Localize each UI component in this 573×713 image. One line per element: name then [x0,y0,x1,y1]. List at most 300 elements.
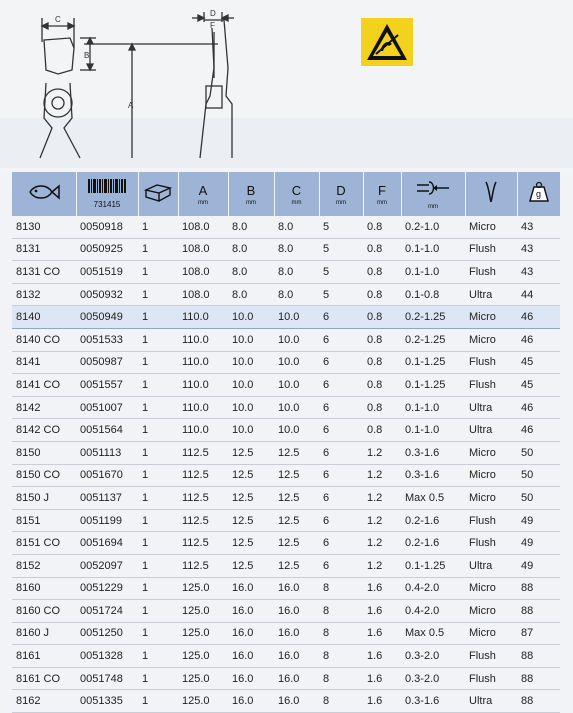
cell-f: 1.2 [363,487,401,510]
cell-pack: 1 [138,351,178,374]
cell-type: Flush [465,374,517,397]
cell-pack: 1 [138,306,178,329]
cell-a: 108.0 [178,238,228,261]
table-row [12,645,560,668]
cell-range: 0.2-1.6 [401,532,465,555]
cell-c: 16.0 [274,600,319,623]
cell-product: 8152 [12,554,76,577]
cell-range: 0.3-1.6 [401,441,465,464]
cell-pack: 1 [138,509,178,532]
header-d-label: D [336,182,346,198]
cell-d: 6 [319,351,363,374]
cell-weight: 50 [517,464,560,487]
cell-a: 110.0 [178,328,228,351]
cell-type: Flush [465,509,517,532]
cell-barcode: 0051199 [76,509,138,532]
cell-c: 12.5 [274,554,319,577]
cell-range: 0.1-1.25 [401,374,465,397]
header-c [274,172,319,216]
cell-b: 16.0 [228,600,274,623]
cell-barcode: 0051670 [76,464,138,487]
cell-b: 12.5 [228,509,274,532]
cell-range: 0.2-1.25 [401,328,465,351]
blade-icon [483,180,499,204]
cell-product: 8160 CO [12,600,76,623]
cell-b: 10.0 [228,306,274,329]
cell-c: 12.5 [274,487,319,510]
header-c-label: C [291,182,302,198]
barcode-number: 731415 [93,200,121,209]
cell-weight: 88 [517,667,560,690]
cell-pack: 1 [138,283,178,306]
weight-icon [528,181,550,203]
cell-d: 6 [319,441,363,464]
cell-pack: 1 [138,419,178,442]
table-row [12,487,560,510]
cell-a: 110.0 [178,396,228,419]
cell-barcode: 0051007 [76,396,138,419]
cell-c: 10.0 [274,419,319,442]
cell-product: 8151 [12,509,76,532]
cell-f: 0.8 [363,328,401,351]
cell-d: 6 [319,509,363,532]
cell-weight: 43 [517,238,560,261]
wire-cut-icon [415,179,451,197]
cell-f: 0.8 [363,261,401,284]
table-row [12,690,560,713]
cell-barcode: 0052097 [76,554,138,577]
cell-c: 16.0 [274,622,319,645]
cell-type: Micro [465,306,517,329]
cell-range: 0.3-2.0 [401,667,465,690]
cell-f: 1.6 [363,690,401,713]
table-row [12,306,560,329]
cell-b: 8.0 [228,238,274,261]
cell-f: 0.8 [363,374,401,397]
cell-range: 0.1-0.8 [401,283,465,306]
cell-c: 8.0 [274,261,319,284]
cell-range: 0.1-1.0 [401,419,465,442]
cell-pack: 1 [138,328,178,351]
cell-range: 0.4-2.0 [401,600,465,623]
dim-label-f: F [210,21,215,30]
cell-b: 16.0 [228,577,274,600]
dim-label-b: B [84,51,90,60]
cell-type: Micro [465,464,517,487]
cell-f: 1.6 [363,622,401,645]
cell-product: 8140 [12,306,76,329]
header-barcode [76,172,138,216]
header-type [465,172,517,216]
cell-weight: 46 [517,419,560,442]
cell-barcode: 0051748 [76,667,138,690]
header-f [363,172,401,216]
cell-product: 8132 [12,283,76,306]
cell-d: 8 [319,645,363,668]
table-row [12,396,560,419]
table-row [12,419,560,442]
cell-product: 8140 CO [12,328,76,351]
cell-type: Micro [465,216,517,238]
cell-product: 8151 CO [12,532,76,555]
cell-d: 6 [319,306,363,329]
cell-product: 8161 [12,645,76,668]
cell-b: 8.0 [228,261,274,284]
table-row [12,622,560,645]
table-row [12,351,560,374]
cell-range: 0.1-1.0 [401,238,465,261]
cell-type: Ultra [465,396,517,419]
cell-d: 6 [319,464,363,487]
esd-warning-icon [361,18,413,66]
cell-a: 125.0 [178,667,228,690]
cell-b: 12.5 [228,464,274,487]
cell-product: 8161 CO [12,667,76,690]
cell-type: Flush [465,351,517,374]
table-body [12,216,560,713]
cell-a: 110.0 [178,351,228,374]
cell-type: Flush [465,261,517,284]
header-b [228,172,274,216]
cell-product: 8160 [12,577,76,600]
cell-d: 5 [319,238,363,261]
cell-c: 16.0 [274,690,319,713]
table-header-row [12,172,560,216]
cell-a: 125.0 [178,645,228,668]
table-row [12,600,560,623]
weight-unit: g [535,188,541,199]
cell-barcode: 0051328 [76,645,138,668]
cell-f: 1.6 [363,667,401,690]
cell-c: 10.0 [274,306,319,329]
cell-barcode: 0051519 [76,261,138,284]
cell-f: 0.8 [363,396,401,419]
cell-pack: 1 [138,216,178,238]
cell-f: 1.2 [363,441,401,464]
cell-pack: 1 [138,577,178,600]
cell-type: Micro [465,441,517,464]
cell-a: 112.5 [178,464,228,487]
cell-f: 0.8 [363,238,401,261]
cell-d: 8 [319,690,363,713]
cell-d: 6 [319,487,363,510]
cell-weight: 87 [517,622,560,645]
cell-weight: 45 [517,351,560,374]
cell-type: Micro [465,622,517,645]
cell-d: 8 [319,577,363,600]
header-f-label: F [378,182,386,198]
table-row [12,328,560,351]
cell-d: 6 [319,532,363,555]
cell-product: 8150 CO [12,464,76,487]
cell-b: 12.5 [228,554,274,577]
cell-f: 0.8 [363,283,401,306]
cell-weight: 46 [517,328,560,351]
header-range [401,172,465,216]
cell-range: 0.2-1.0 [401,216,465,238]
cell-barcode: 0051250 [76,622,138,645]
header-a [178,172,228,216]
dim-label-a: A [128,101,134,110]
cell-range: 0.3-1.6 [401,464,465,487]
cell-pack: 1 [138,464,178,487]
cell-type: Ultra [465,419,517,442]
cell-d: 6 [319,396,363,419]
table-row [12,532,560,555]
cell-b: 10.0 [228,419,274,442]
cell-weight: 88 [517,645,560,668]
cell-barcode: 0051724 [76,600,138,623]
table-row [12,238,560,261]
cell-d: 8 [319,667,363,690]
cell-product: 8130 [12,216,76,238]
cell-barcode: 0051335 [76,690,138,713]
cell-pack: 1 [138,645,178,668]
cell-c: 8.0 [274,283,319,306]
cell-pack: 1 [138,554,178,577]
cell-barcode: 0051533 [76,328,138,351]
cell-range: 0.1-1.25 [401,351,465,374]
cell-range: 0.1-1.0 [401,396,465,419]
cell-pack: 1 [138,667,178,690]
cell-a: 110.0 [178,374,228,397]
cell-b: 16.0 [228,667,274,690]
cell-weight: 49 [517,554,560,577]
cell-b: 8.0 [228,283,274,306]
cell-b: 12.5 [228,487,274,510]
cell-b: 12.5 [228,532,274,555]
cell-range: 0.2-1.6 [401,509,465,532]
cell-b: 10.0 [228,351,274,374]
cell-weight: 46 [517,396,560,419]
cell-weight: 88 [517,600,560,623]
cell-pack: 1 [138,261,178,284]
cell-d: 5 [319,283,363,306]
cell-type: Flush [465,667,517,690]
cell-f: 0.8 [363,419,401,442]
header-d-unit: mm [336,199,346,206]
header-pack [138,172,178,216]
cell-a: 112.5 [178,554,228,577]
header-f-unit: mm [377,199,387,206]
cell-d: 6 [319,554,363,577]
cell-range: Max 0.5 [401,487,465,510]
cell-type: Micro [465,577,517,600]
cell-c: 16.0 [274,667,319,690]
cell-b: 8.0 [228,216,274,238]
cell-c: 8.0 [274,216,319,238]
cell-pack: 1 [138,396,178,419]
cell-product: 8141 [12,351,76,374]
cell-f: 1.2 [363,509,401,532]
cell-weight: 50 [517,441,560,464]
cell-product: 8150 [12,441,76,464]
product-table [12,172,561,713]
cell-type: Ultra [465,690,517,713]
cell-b: 16.0 [228,690,274,713]
cell-weight: 43 [517,216,560,238]
cell-pack: 1 [138,374,178,397]
cell-type: Micro [465,600,517,623]
cell-a: 112.5 [178,441,228,464]
cell-barcode: 0051113 [76,441,138,464]
dim-label-d: D [210,9,216,18]
header-a-label: A [198,182,208,198]
cell-b: 10.0 [228,328,274,351]
header-range-unit: mm [428,203,438,210]
cell-pack: 1 [138,690,178,713]
cell-weight: 88 [517,690,560,713]
cell-f: 0.8 [363,351,401,374]
cell-d: 6 [319,374,363,397]
dim-label-c: C [55,15,61,24]
cell-c: 12.5 [274,532,319,555]
cell-product: 8162 [12,690,76,713]
cell-d: 6 [319,419,363,442]
cell-range: Max 0.5 [401,622,465,645]
cell-c: 16.0 [274,645,319,668]
cell-product: 8142 [12,396,76,419]
cell-a: 108.0 [178,216,228,238]
cell-weight: 44 [517,283,560,306]
cell-type: Ultra [465,283,517,306]
cell-f: 1.6 [363,577,401,600]
table-row [12,554,560,577]
cell-pack: 1 [138,622,178,645]
cell-d: 8 [319,600,363,623]
cell-barcode: 0050918 [76,216,138,238]
cell-pack: 1 [138,238,178,261]
cell-f: 1.2 [363,464,401,487]
cell-weight: 50 [517,487,560,510]
cutter-diagram [28,8,328,173]
table-row [12,667,560,690]
cell-type: Micro [465,328,517,351]
cell-type: Micro [465,487,517,510]
cell-f: 1.2 [363,554,401,577]
header-c-unit: mm [291,199,302,206]
cell-f: 1.6 [363,600,401,623]
box-icon [143,182,173,202]
cell-c: 12.5 [274,509,319,532]
barcode-icon [87,179,127,193]
cell-range: 0.2-1.25 [401,306,465,329]
cell-barcode: 0050949 [76,306,138,329]
cell-d: 5 [319,261,363,284]
cell-c: 10.0 [274,328,319,351]
cell-type: Flush [465,645,517,668]
cell-barcode: 0051137 [76,487,138,510]
cell-weight: 45 [517,374,560,397]
cell-d: 6 [319,328,363,351]
cell-barcode: 0050932 [76,283,138,306]
cell-a: 112.5 [178,509,228,532]
cell-c: 10.0 [274,351,319,374]
cell-f: 1.6 [363,645,401,668]
cell-f: 0.8 [363,306,401,329]
cell-a: 108.0 [178,283,228,306]
cell-pack: 1 [138,441,178,464]
cell-a: 112.5 [178,487,228,510]
table-row [12,441,560,464]
cell-a: 110.0 [178,306,228,329]
cell-a: 125.0 [178,622,228,645]
cell-type: Flush [465,532,517,555]
cell-a: 110.0 [178,419,228,442]
cell-product: 8141 CO [12,374,76,397]
cell-b: 10.0 [228,396,274,419]
cell-b: 16.0 [228,622,274,645]
cell-product: 8131 [12,238,76,261]
cell-type: Ultra [465,554,517,577]
cell-f: 1.2 [363,532,401,555]
table-row [12,577,560,600]
header-b-unit: mm [246,199,256,206]
cell-b: 16.0 [228,645,274,668]
header-d [319,172,363,216]
cell-product: 8142 CO [12,419,76,442]
table-row [12,464,560,487]
cell-range: 0.1-1.25 [401,554,465,577]
cell-product: 8131 CO [12,261,76,284]
cell-d: 8 [319,622,363,645]
cell-pack: 1 [138,600,178,623]
cell-barcode: 0051694 [76,532,138,555]
header-weight [517,172,560,216]
cell-b: 12.5 [228,441,274,464]
table-row [12,509,560,532]
cell-barcode: 0051564 [76,419,138,442]
cell-weight: 43 [517,261,560,284]
cell-range: 0.3-2.0 [401,645,465,668]
cell-a: 125.0 [178,577,228,600]
cell-a: 125.0 [178,600,228,623]
fish-icon [27,182,61,202]
table-row [12,216,560,238]
product-diagram-area [0,0,573,172]
cell-f: 0.8 [363,216,401,238]
cell-c: 8.0 [274,238,319,261]
table-row [12,283,560,306]
header-b-label: B [246,182,256,198]
cell-range: 0.3-1.6 [401,690,465,713]
cell-weight: 49 [517,509,560,532]
cell-product: 8160 J [12,622,76,645]
cell-b: 10.0 [228,374,274,397]
cell-a: 108.0 [178,261,228,284]
cell-barcode: 0050987 [76,351,138,374]
cell-type: Flush [465,238,517,261]
cell-product: 8150 J [12,487,76,510]
cell-c: 10.0 [274,396,319,419]
cell-range: 0.1-1.0 [401,261,465,284]
cell-barcode: 0051229 [76,577,138,600]
header-product [12,172,76,216]
cell-weight: 49 [517,532,560,555]
cell-c: 12.5 [274,441,319,464]
cell-a: 112.5 [178,532,228,555]
cell-c: 10.0 [274,374,319,397]
cell-weight: 46 [517,306,560,329]
cell-range: 0.4-2.0 [401,577,465,600]
table-row [12,261,560,284]
cell-c: 12.5 [274,464,319,487]
cell-barcode: 0050925 [76,238,138,261]
cell-d: 5 [319,216,363,238]
table-row [12,374,560,397]
cell-barcode: 0051557 [76,374,138,397]
cell-a: 125.0 [178,690,228,713]
